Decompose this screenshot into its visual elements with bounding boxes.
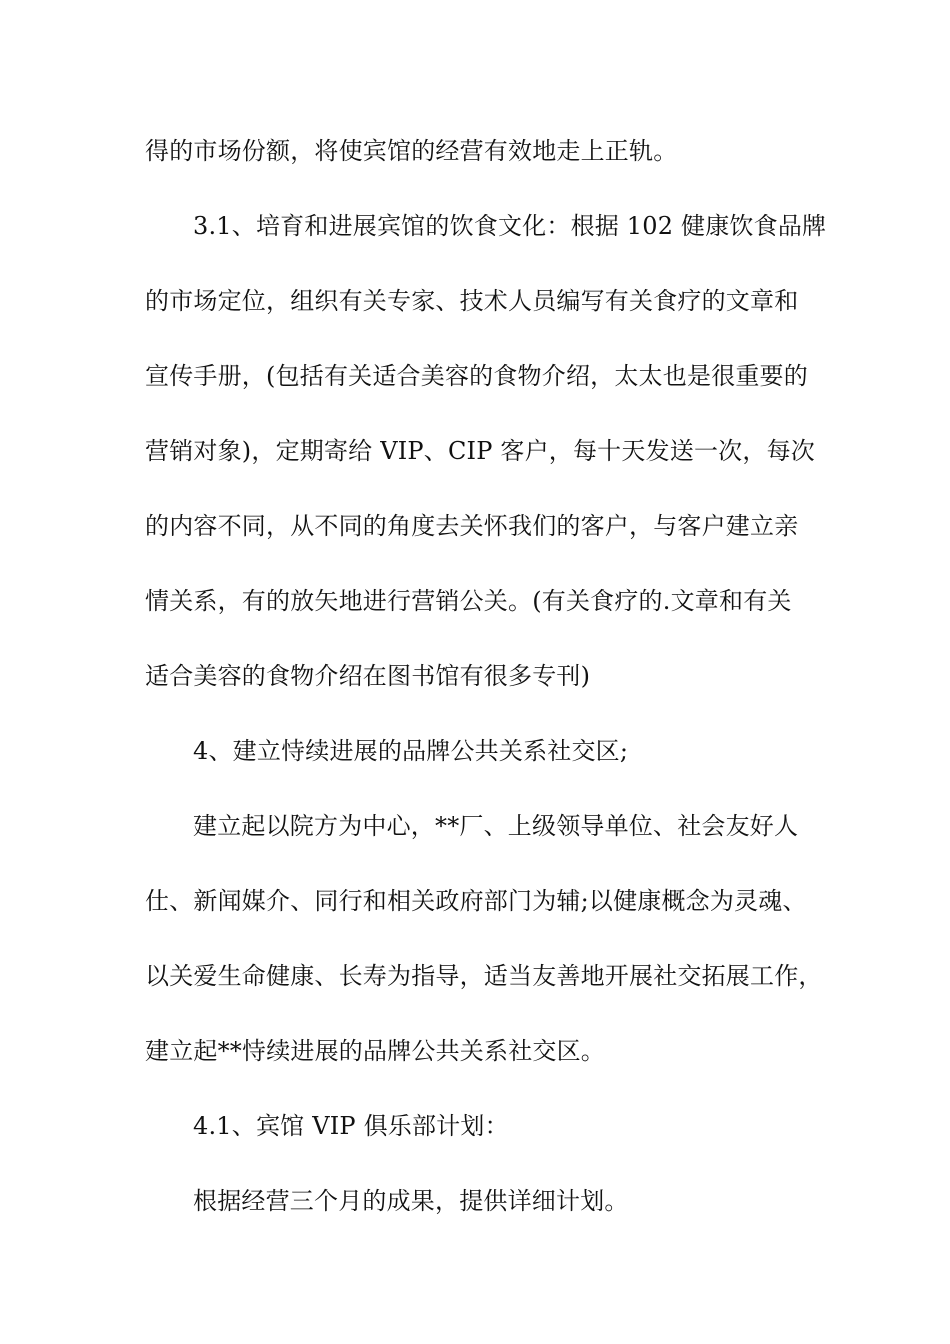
paragraph-line: 建立起**恃续进展的品牌公共关系社交区。 [145, 1037, 605, 1065]
paragraph-line: 得的市场份额，将使宾馆的经营有效地走上正轨。 [145, 137, 678, 165]
paragraph-line: 情关系，有的放矢地进行营销公关。(有关食疗的.文章和有关 [145, 587, 792, 615]
paragraph-line: 建立起以院方为中心，**厂、上级领导单位、社会友好人 [193, 812, 799, 840]
paragraph-line: 根据经营三个月的成果，提供详细计划。 [193, 1187, 629, 1215]
paragraph-line: 宣传手册，(包括有关适合美容的食物介绍，太太也是很重要的 [145, 362, 808, 390]
paragraph-line: 的市场定位，组织有关专家、技术人员编写有关食疗的文章和 [145, 287, 799, 315]
section-3-1-line: 3.1、培育和进展宾馆的饮食文化：根据 102 健康饮食品牌 [193, 212, 827, 240]
section-4-1-heading: 4.1、宾馆 VIP 俱乐部计划： [193, 1112, 509, 1140]
paragraph-line: 的内容不同，从不同的角度去关怀我们的客户，与客户建立亲 [145, 512, 799, 540]
section-4-heading: 4、建立恃续进展的品牌公共关系社交区; [193, 737, 629, 765]
paragraph-line: 营销对象)，定期寄给 VIP、CIP 客户，每十天发送一次，每次 [145, 437, 815, 465]
paragraph-line: 仕、新闻媒介、同行和相关政府部门为辅;以健康概念为灵魂、 [145, 887, 807, 915]
paragraph-line: 以关爱生命健康、长寿为指导，适当友善地开展社交拓展工作， [145, 962, 823, 990]
paragraph-line: 适合美容的食物介绍在图书馆有很多专刊) [145, 662, 591, 690]
